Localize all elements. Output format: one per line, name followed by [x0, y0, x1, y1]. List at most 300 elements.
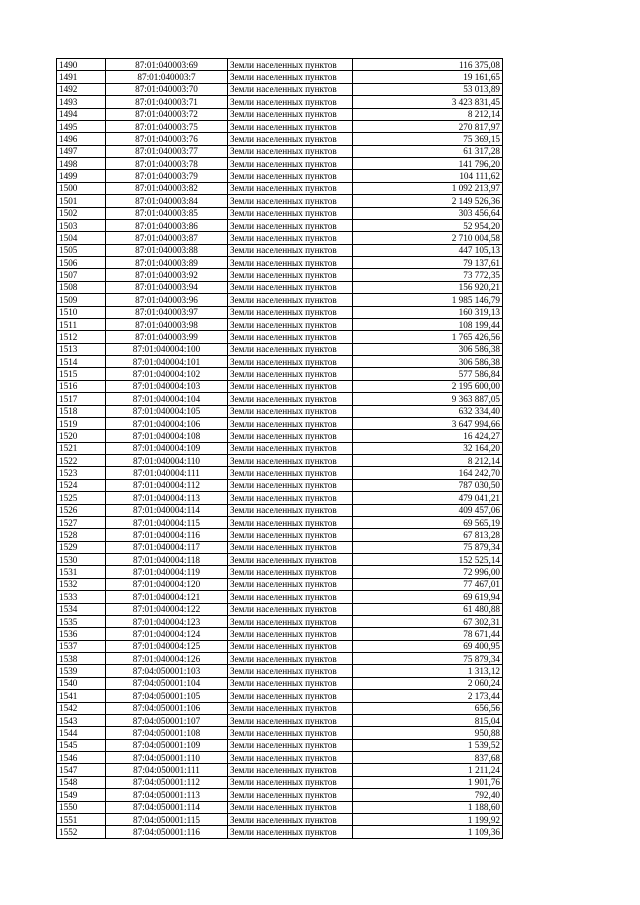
table-row	[57, 603, 503, 615]
row-number-cell: 1491	[57, 71, 106, 83]
cadastral-value-cell: 16 424,27	[353, 430, 503, 442]
cadastral-number-cell: 87:01:040003:78	[106, 158, 228, 170]
row-number-cell: 1516	[57, 380, 106, 392]
table-row	[57, 615, 503, 627]
cadastral-value-cell: 152 525,14	[353, 554, 503, 566]
row-number-cell: 1496	[57, 133, 106, 145]
land-category-cell: Земли населенных пунктов	[228, 120, 353, 132]
cadastral-number-cell: 87:01:040004:110	[106, 455, 228, 467]
cadastral-number-cell: 87:01:040003:96	[106, 294, 228, 306]
table-row	[57, 368, 503, 380]
cadastral-number-cell: 87:04:050001:108	[106, 727, 228, 739]
cadastral-number-cell: 87:01:040004:106	[106, 417, 228, 429]
cadastral-value-cell: 1 313,12	[353, 665, 503, 677]
cadastral-number-cell: 87:04:050001:111	[106, 764, 228, 776]
table-row	[57, 170, 503, 182]
land-category-cell: Земли населенных пунктов	[228, 578, 353, 590]
cadastral-value-cell: 303 456,64	[353, 207, 503, 219]
table-row	[57, 813, 503, 825]
table-row	[57, 393, 503, 405]
cadastral-number-cell: 87:01:040003:79	[106, 170, 228, 182]
land-category-cell: Земли населенных пунктов	[228, 653, 353, 665]
land-category-cell: Земли населенных пунктов	[228, 368, 353, 380]
cadastral-number-cell: 87:01:040004:103	[106, 380, 228, 392]
cadastral-number-cell: 87:01:040003:75	[106, 120, 228, 132]
row-number-cell: 1549	[57, 789, 106, 801]
row-number-cell: 1536	[57, 628, 106, 640]
cadastral-value-cell: 2 710 004,58	[353, 232, 503, 244]
row-number-cell: 1530	[57, 554, 106, 566]
row-number-cell: 1497	[57, 145, 106, 157]
cadastral-number-cell: 87:01:040003:99	[106, 331, 228, 343]
row-number-cell: 1501	[57, 195, 106, 207]
land-category-cell: Земли населенных пунктов	[228, 752, 353, 764]
land-category-cell: Земли населенных пунктов	[228, 677, 353, 689]
cadastral-number-cell: 87:01:040003:86	[106, 219, 228, 231]
cadastral-number-cell: 87:01:040003:72	[106, 108, 228, 120]
table-row	[57, 714, 503, 726]
cadastral-number-cell: 87:04:050001:104	[106, 677, 228, 689]
land-category-cell: Земли населенных пунктов	[228, 479, 353, 491]
land-category-cell: Земли населенных пунктов	[228, 516, 353, 528]
land-category-cell: Земли населенных пунктов	[228, 727, 353, 739]
row-number-cell: 1509	[57, 294, 106, 306]
table-row	[57, 356, 503, 368]
row-number-cell: 1498	[57, 158, 106, 170]
table-row	[57, 430, 503, 442]
cadastral-value-cell: 104 111,62	[353, 170, 503, 182]
cadastral-value-cell: 1 539,52	[353, 739, 503, 751]
cadastral-value-cell: 75 879,34	[353, 541, 503, 553]
table-row	[57, 108, 503, 120]
land-category-cell: Земли населенных пунктов	[228, 145, 353, 157]
table-row	[57, 343, 503, 355]
land-category-cell: Земли населенных пунктов	[228, 219, 353, 231]
cadastral-number-cell: 87:01:040003:85	[106, 207, 228, 219]
cadastral-number-cell: 87:01:040004:124	[106, 628, 228, 640]
cadastral-value-cell: 270 817,97	[353, 120, 503, 132]
cadastral-value-cell: 53 013,89	[353, 83, 503, 95]
cadastral-value-cell: 1 188,60	[353, 801, 503, 813]
cadastral-value-cell: 61 317,28	[353, 145, 503, 157]
table-row	[57, 331, 503, 343]
cadastral-value-cell: 792,40	[353, 789, 503, 801]
cadastral-value-cell: 78 671,44	[353, 628, 503, 640]
cadastral-number-cell: 87:01:040004:121	[106, 591, 228, 603]
cadastral-value-cell: 164 242,70	[353, 467, 503, 479]
table-row	[57, 195, 503, 207]
table-row	[57, 739, 503, 751]
cadastral-value-cell: 69 619,94	[353, 591, 503, 603]
cadastral-number-cell: 87:01:040003:76	[106, 133, 228, 145]
row-number-cell: 1512	[57, 331, 106, 343]
cadastral-value-cell: 787 030,50	[353, 479, 503, 491]
table-row	[57, 492, 503, 504]
cadastral-value-cell: 632 334,40	[353, 405, 503, 417]
table-row	[57, 219, 503, 231]
land-category-cell: Земли населенных пунктов	[228, 603, 353, 615]
cadastral-value-cell: 69 565,19	[353, 516, 503, 528]
cadastral-number-cell: 87:04:050001:106	[106, 702, 228, 714]
table-row	[57, 776, 503, 788]
land-category-cell: Земли населенных пунктов	[228, 628, 353, 640]
row-number-cell: 1507	[57, 269, 106, 281]
row-number-cell: 1514	[57, 356, 106, 368]
cadastral-value-cell: 1 092 213,97	[353, 182, 503, 194]
cadastral-number-cell: 87:01:040003:84	[106, 195, 228, 207]
land-category-cell: Земли населенных пунктов	[228, 108, 353, 120]
land-category-cell: Земли населенных пунктов	[228, 690, 353, 702]
row-number-cell: 1508	[57, 281, 106, 293]
row-number-cell: 1538	[57, 653, 106, 665]
cadastral-value-cell: 447 105,13	[353, 244, 503, 256]
table-row	[57, 71, 503, 83]
row-number-cell: 1492	[57, 83, 106, 95]
row-number-cell: 1524	[57, 479, 106, 491]
cadastral-value-cell: 61 480,88	[353, 603, 503, 615]
cadastral-value-cell: 656,56	[353, 702, 503, 714]
land-category-cell: Земли населенных пунктов	[228, 356, 353, 368]
land-category-cell: Земли населенных пунктов	[228, 801, 353, 813]
table-row	[57, 566, 503, 578]
row-number-cell: 1551	[57, 813, 106, 825]
cadastral-value-cell: 156 920,21	[353, 281, 503, 293]
row-number-cell: 1533	[57, 591, 106, 603]
land-category-cell: Земли населенных пунктов	[228, 554, 353, 566]
land-category-cell: Земли населенных пунктов	[228, 257, 353, 269]
land-category-cell: Земли населенных пунктов	[228, 331, 353, 343]
row-number-cell: 1550	[57, 801, 106, 813]
cadastral-number-cell: 87:04:050001:116	[106, 826, 228, 838]
cadastral-number-cell: 87:01:040004:123	[106, 615, 228, 627]
land-category-cell: Земли населенных пунктов	[228, 306, 353, 318]
land-category-cell: Земли населенных пунктов	[228, 294, 353, 306]
land-category-cell: Земли населенных пунктов	[228, 244, 353, 256]
row-number-cell: 1500	[57, 182, 106, 194]
table-row	[57, 269, 503, 281]
cadastral-number-cell: 87:04:050001:103	[106, 665, 228, 677]
cadastral-value-cell: 950,88	[353, 727, 503, 739]
cadastral-value-cell: 306 586,38	[353, 356, 503, 368]
cadastral-number-cell: 87:01:040004:115	[106, 516, 228, 528]
row-number-cell: 1504	[57, 232, 106, 244]
cadastral-number-cell: 87:01:040004:113	[106, 492, 228, 504]
cadastral-value-cell: 116 375,08	[353, 59, 503, 71]
land-category-cell: Земли населенных пунктов	[228, 318, 353, 330]
cadastral-value-cell: 577 586,84	[353, 368, 503, 380]
row-number-cell: 1495	[57, 120, 106, 132]
cadastral-value-cell: 141 796,20	[353, 158, 503, 170]
row-number-cell: 1526	[57, 504, 106, 516]
cadastral-number-cell: 87:04:050001:115	[106, 813, 228, 825]
table-row	[57, 133, 503, 145]
cadastral-value-cell: 1 211,24	[353, 764, 503, 776]
land-category-cell: Земли населенных пунктов	[228, 789, 353, 801]
table-row	[57, 529, 503, 541]
table-row	[57, 727, 503, 739]
land-category-cell: Земли населенных пунктов	[228, 591, 353, 603]
table-row	[57, 752, 503, 764]
table-row	[57, 665, 503, 677]
land-category-cell: Земли населенных пунктов	[228, 529, 353, 541]
land-category-cell: Земли населенных пунктов	[228, 393, 353, 405]
row-number-cell: 1505	[57, 244, 106, 256]
row-number-cell: 1546	[57, 752, 106, 764]
cadastral-value-cell: 69 400,95	[353, 640, 503, 652]
cadastral-value-cell: 1 901,76	[353, 776, 503, 788]
cadastral-value-cell: 52 954,20	[353, 219, 503, 231]
row-number-cell: 1494	[57, 108, 106, 120]
cadastral-value-cell: 3 423 831,45	[353, 96, 503, 108]
land-category-cell: Земли населенных пунктов	[228, 83, 353, 95]
cadastral-number-cell: 87:01:040003:87	[106, 232, 228, 244]
table-row	[57, 83, 503, 95]
row-number-cell: 1548	[57, 776, 106, 788]
cadastral-value-cell: 1 199,92	[353, 813, 503, 825]
cadastral-number-cell: 87:01:040003:77	[106, 145, 228, 157]
land-category-cell: Земли населенных пунктов	[228, 492, 353, 504]
cadastral-number-cell: 87:01:040003:82	[106, 182, 228, 194]
cadastral-number-cell: 87:04:050001:110	[106, 752, 228, 764]
cadastral-number-cell: 87:01:040004:117	[106, 541, 228, 553]
table-row	[57, 442, 503, 454]
cadastral-value-cell: 77 467,01	[353, 578, 503, 590]
cadastral-number-cell: 87:04:050001:114	[106, 801, 228, 813]
table-row	[57, 578, 503, 590]
land-category-cell: Земли населенных пунктов	[228, 71, 353, 83]
cadastral-value-cell: 32 164,20	[353, 442, 503, 454]
row-number-cell: 1535	[57, 615, 106, 627]
land-category-cell: Земли населенных пунктов	[228, 615, 353, 627]
row-number-cell: 1547	[57, 764, 106, 776]
row-number-cell: 1540	[57, 677, 106, 689]
cadastral-number-cell: 87:04:050001:109	[106, 739, 228, 751]
cadastral-value-cell: 2 149 526,36	[353, 195, 503, 207]
cadastral-value-cell: 67 813,28	[353, 529, 503, 541]
cadastral-value-cell: 837,68	[353, 752, 503, 764]
cadastral-value-cell: 160 319,13	[353, 306, 503, 318]
table-row	[57, 467, 503, 479]
table-row	[57, 591, 503, 603]
cadastral-number-cell: 87:01:040004:119	[106, 566, 228, 578]
cadastral-number-cell: 87:01:040004:108	[106, 430, 228, 442]
land-category-cell: Земли населенных пунктов	[228, 566, 353, 578]
land-category-cell: Земли населенных пунктов	[228, 504, 353, 516]
cadastral-number-cell: 87:04:050001:107	[106, 714, 228, 726]
land-category-cell: Земли населенных пунктов	[228, 269, 353, 281]
cadastral-value-cell: 19 161,65	[353, 71, 503, 83]
table-row	[57, 405, 503, 417]
row-number-cell: 1499	[57, 170, 106, 182]
table-row	[57, 294, 503, 306]
cadastral-number-cell: 87:01:040004:100	[106, 343, 228, 355]
row-number-cell: 1544	[57, 727, 106, 739]
land-category-cell: Земли населенных пунктов	[228, 343, 353, 355]
cadastral-number-cell: 87:01:040004:112	[106, 479, 228, 491]
table-row	[57, 145, 503, 157]
cadastral-number-cell: 87:01:040004:126	[106, 653, 228, 665]
row-number-cell: 1522	[57, 455, 106, 467]
cadastral-number-cell: 87:01:040004:120	[106, 578, 228, 590]
land-category-cell: Земли населенных пунктов	[228, 380, 353, 392]
cadastral-number-cell: 87:01:040004:109	[106, 442, 228, 454]
table-row	[57, 653, 503, 665]
cadastral-number-cell: 87:01:040003:92	[106, 269, 228, 281]
table-row	[57, 120, 503, 132]
row-number-cell: 1531	[57, 566, 106, 578]
land-category-cell: Земли населенных пунктов	[228, 207, 353, 219]
cadastral-number-cell: 87:01:040004:122	[106, 603, 228, 615]
cadastral-number-cell: 87:01:040003:94	[106, 281, 228, 293]
cadastral-number-cell: 87:01:040003:97	[106, 306, 228, 318]
row-number-cell: 1502	[57, 207, 106, 219]
row-number-cell: 1506	[57, 257, 106, 269]
table-row	[57, 59, 503, 71]
row-number-cell: 1528	[57, 529, 106, 541]
land-category-cell: Земли населенных пунктов	[228, 813, 353, 825]
cadastral-number-cell: 87:01:040003:89	[106, 257, 228, 269]
cadastral-number-cell: 87:01:040003:69	[106, 59, 228, 71]
cadastral-value-cell: 9 363 887,05	[353, 393, 503, 405]
table-row	[57, 801, 503, 813]
cadastral-value-cell: 67 302,31	[353, 615, 503, 627]
table-row	[57, 158, 503, 170]
cadastral-number-cell: 87:01:040004:101	[106, 356, 228, 368]
cadastral-value-cell: 409 457,06	[353, 504, 503, 516]
row-number-cell: 1521	[57, 442, 106, 454]
cadastral-value-cell: 75 369,15	[353, 133, 503, 145]
land-category-cell: Земли населенных пунктов	[228, 714, 353, 726]
land-category-cell: Земли населенных пунктов	[228, 640, 353, 652]
table-row	[57, 677, 503, 689]
row-number-cell: 1543	[57, 714, 106, 726]
row-number-cell: 1503	[57, 219, 106, 231]
land-category-cell: Земли населенных пунктов	[228, 182, 353, 194]
cadastral-value-cell: 79 137,61	[353, 257, 503, 269]
cadastral-number-cell: 87:01:040004:118	[106, 554, 228, 566]
cadastral-value-cell: 72 996,00	[353, 566, 503, 578]
cadastral-number-cell: 87:01:040004:125	[106, 640, 228, 652]
land-category-cell: Земли населенных пунктов	[228, 467, 353, 479]
cadastral-value-cell: 8 212,14	[353, 108, 503, 120]
cadastral-number-cell: 87:01:040004:102	[106, 368, 228, 380]
cadastral-number-cell: 87:04:050001:112	[106, 776, 228, 788]
land-category-cell: Земли населенных пунктов	[228, 541, 353, 553]
row-number-cell: 1523	[57, 467, 106, 479]
land-category-cell: Земли населенных пунктов	[228, 281, 353, 293]
row-number-cell: 1545	[57, 739, 106, 751]
land-category-cell: Земли населенных пунктов	[228, 430, 353, 442]
cadastral-number-cell: 87:01:040004:105	[106, 405, 228, 417]
land-category-cell: Земли населенных пунктов	[228, 59, 353, 71]
land-category-cell: Земли населенных пунктов	[228, 442, 353, 454]
cadastral-number-cell: 87:01:040004:111	[106, 467, 228, 479]
table-row	[57, 207, 503, 219]
table-row	[57, 702, 503, 714]
row-number-cell: 1511	[57, 318, 106, 330]
cadastral-number-cell: 87:04:050001:113	[106, 789, 228, 801]
cadastral-number-cell: 87:01:040003:70	[106, 83, 228, 95]
row-number-cell: 1552	[57, 826, 106, 838]
land-category-cell: Земли населенных пунктов	[228, 232, 353, 244]
cadastral-value-cell: 73 772,35	[353, 269, 503, 281]
land-category-cell: Земли населенных пунктов	[228, 776, 353, 788]
table-row	[57, 628, 503, 640]
land-category-cell: Земли населенных пунктов	[228, 702, 353, 714]
row-number-cell: 1520	[57, 430, 106, 442]
table-row	[57, 455, 503, 467]
land-category-cell: Земли населенных пунктов	[228, 195, 353, 207]
table-row	[57, 182, 503, 194]
table-row	[57, 232, 503, 244]
land-category-cell: Земли населенных пунктов	[228, 826, 353, 838]
cadastral-number-cell: 87:01:040003:71	[106, 96, 228, 108]
row-number-cell: 1490	[57, 59, 106, 71]
cadastral-number-cell: 87:01:040003:98	[106, 318, 228, 330]
cadastral-value-cell: 1 985 146,79	[353, 294, 503, 306]
cadastral-number-cell: 87:01:040004:116	[106, 529, 228, 541]
cadastral-number-cell: 87:04:050001:105	[106, 690, 228, 702]
cadastral-value-cell: 306 586,38	[353, 343, 503, 355]
row-number-cell: 1541	[57, 690, 106, 702]
table-row	[57, 554, 503, 566]
table-row	[57, 764, 503, 776]
row-number-cell: 1532	[57, 578, 106, 590]
cadastral-value-cell: 479 041,21	[353, 492, 503, 504]
row-number-cell: 1519	[57, 417, 106, 429]
land-category-cell: Земли населенных пунктов	[228, 764, 353, 776]
land-category-cell: Земли населенных пунктов	[228, 417, 353, 429]
cadastral-number-cell: 87:01:040004:114	[106, 504, 228, 516]
table-row	[57, 516, 503, 528]
land-category-cell: Земли населенных пунктов	[228, 158, 353, 170]
table-body	[57, 59, 503, 839]
table-row	[57, 690, 503, 702]
row-number-cell: 1525	[57, 492, 106, 504]
row-number-cell: 1537	[57, 640, 106, 652]
table-row	[57, 640, 503, 652]
table-row	[57, 96, 503, 108]
table-row	[57, 826, 503, 838]
cadastral-value-cell: 75 879,34	[353, 653, 503, 665]
land-plots-table	[56, 58, 503, 839]
row-number-cell: 1518	[57, 405, 106, 417]
cadastral-value-cell: 8 212,14	[353, 455, 503, 467]
row-number-cell: 1534	[57, 603, 106, 615]
cadastral-number-cell: 87:01:040003:7	[106, 71, 228, 83]
row-number-cell: 1542	[57, 702, 106, 714]
cadastral-value-cell: 1 765 426,56	[353, 331, 503, 343]
land-category-cell: Земли населенных пунктов	[228, 133, 353, 145]
land-category-cell: Земли населенных пунктов	[228, 170, 353, 182]
row-number-cell: 1513	[57, 343, 106, 355]
table-row	[57, 318, 503, 330]
cadastral-number-cell: 87:01:040004:104	[106, 393, 228, 405]
table-row	[57, 479, 503, 491]
cadastral-value-cell: 2 173,44	[353, 690, 503, 702]
table-row	[57, 306, 503, 318]
land-category-cell: Земли населенных пунктов	[228, 405, 353, 417]
row-number-cell: 1517	[57, 393, 106, 405]
land-category-cell: Земли населенных пунктов	[228, 665, 353, 677]
table-row	[57, 281, 503, 293]
cadastral-value-cell: 2 060,24	[353, 677, 503, 689]
cadastral-value-cell: 1 109,36	[353, 826, 503, 838]
row-number-cell: 1493	[57, 96, 106, 108]
cadastral-value-cell: 108 199,44	[353, 318, 503, 330]
cadastral-value-cell: 3 647 994,66	[353, 417, 503, 429]
land-category-cell: Земли населенных пунктов	[228, 455, 353, 467]
